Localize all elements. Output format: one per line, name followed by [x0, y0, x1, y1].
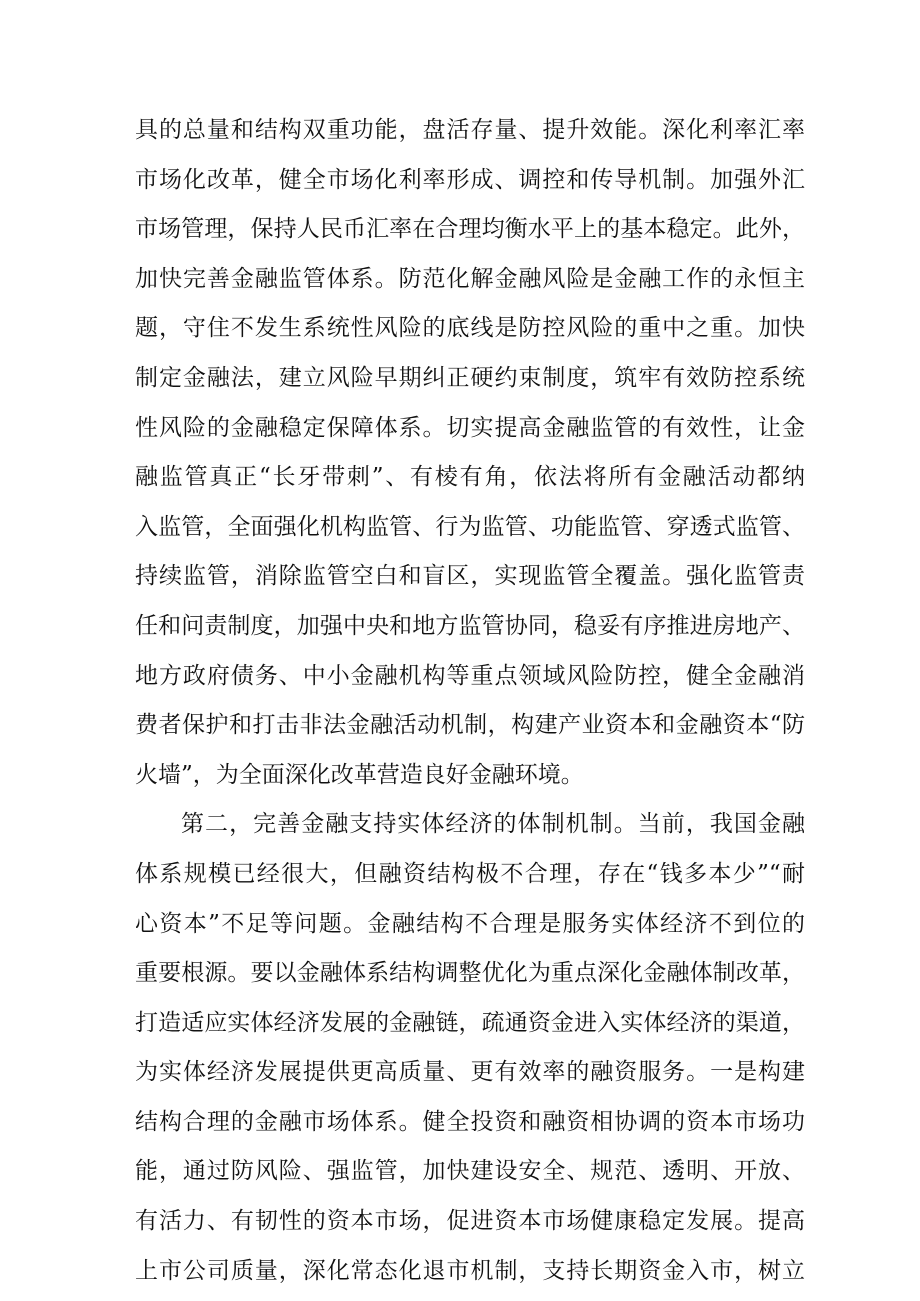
paragraph-1-line-12: 地方政府债务、中小金融机构等重点领域风险防控，健全金融消	[135, 662, 805, 689]
paragraph-2-line-5: 打造适应实体经济发展的金融链，疏通资金进入实体经济的渠道，	[135, 1009, 805, 1036]
paragraph-1-line-1: 具的总量和结构双重功能，盘活存量、提升效能。深化利率汇率	[135, 117, 805, 143]
paragraph-1-line-6: 制定金融法，建立风险早期纠正硬约束制度，筑牢有效防控系统	[135, 364, 805, 391]
paragraph-1-line-8: 融监管真正“长牙带刺”、有棱有角，依法将所有金融活动都纳	[135, 464, 805, 491]
paragraph-2-line-4: 重要根源。要以金融体系结构调整优化为重点深化金融体制改革，	[135, 960, 805, 987]
paragraph-2-line-7: 结构合理的金融市场体系。健全投资和融资相协调的资本市场功	[135, 1108, 805, 1135]
paragraph-2-line-10: 上市公司质量，深化常态化退市机制，支持长期资金入市，树立	[135, 1257, 805, 1284]
paragraph-1-line-4: 加快完善金融监管体系。防范化解金融风险是金融工作的永恒主	[135, 265, 805, 292]
paragraph-1-line-2: 市场化改革，健全市场化利率形成、调控和传导机制。加强外汇	[135, 166, 805, 193]
paragraph-2-line-8: 能，通过防风险、强监管，加快建设安全、规范、透明、开放、	[135, 1158, 805, 1185]
paragraph-2-line-9: 有活力、有韧性的资本市场，促进资本市场健康稳定发展。提高	[135, 1208, 805, 1235]
paragraph-2-line-3: 心资本”不足等问题。金融结构不合理是服务实体经济不到位的	[135, 910, 805, 937]
paragraph-2-line-1: 第二，完善金融支持实体经济的体制机制。当前，我国金融	[181, 811, 805, 838]
paragraph-1-line-9: 入监管，全面强化机构监管、行为监管、功能监管、穿透式监管、	[135, 513, 805, 540]
paragraph-1-line-14: 火墙”，为全面深化改革营造良好金融环境。	[135, 761, 584, 788]
paragraph-1-line-5: 题，守住不发生系统性风险的底线是防控风险的重中之重。加快	[135, 315, 805, 342]
paragraph-2-line-6: 为实体经济发展提供更高质量、更有效率的融资服务。一是构建	[135, 1059, 805, 1086]
paragraph-1-line-10: 持续监管，消除监管空白和盲区，实现监管全覆盖。强化监管责	[135, 563, 805, 590]
paragraph-1-line-7: 性风险的金融稳定保障体系。切实提高金融监管的有效性，让金	[135, 414, 805, 441]
paragraph-1-line-13: 费者保护和打击非法金融活动机制，构建产业资本和金融资本“防	[135, 712, 805, 739]
paragraph-2-line-2: 体系规模已经很大，但融资结构极不合理，存在“钱多本少”“耐	[135, 860, 805, 887]
document-body	[135, 106, 805, 1296]
paragraph-1-line-3: 市场管理，保持人民币汇率在合理均衡水平上的基本稳定。此外，	[135, 216, 805, 243]
paragraph-1-line-11: 任和问责制度，加强中央和地方监管协同，稳妥有序推进房地产、	[135, 612, 805, 639]
